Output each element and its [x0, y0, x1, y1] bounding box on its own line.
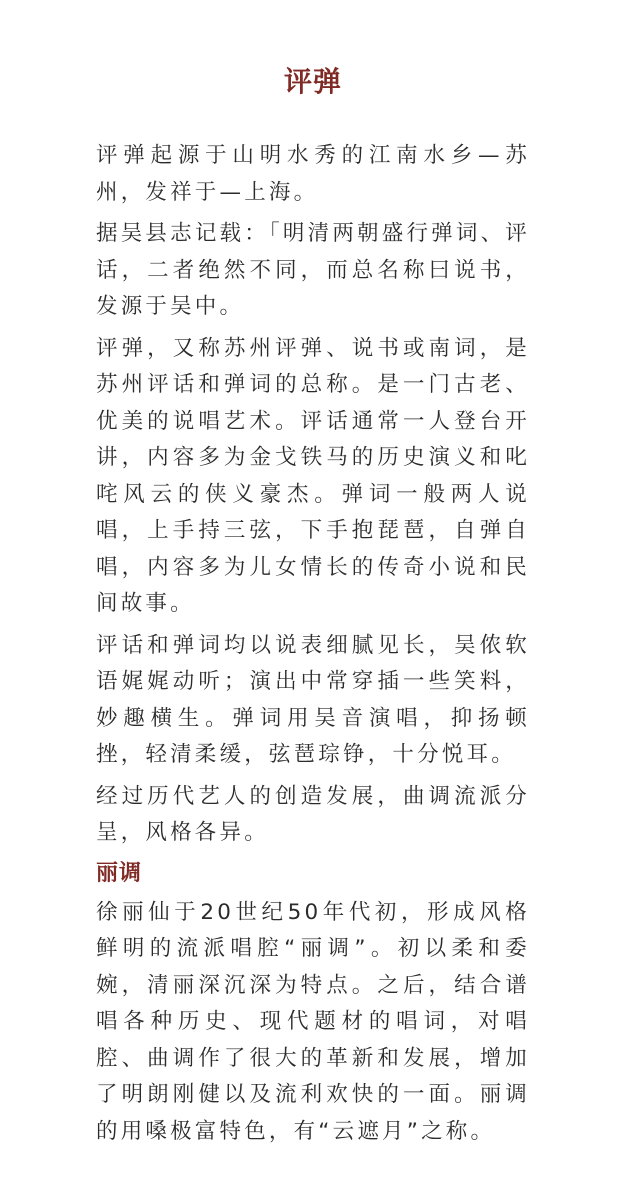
section-heading-lidiao: 丽调: [96, 860, 143, 886]
paragraph-record: 据吴县志记载：「明清两朝盛行弹词、评话，二者绝然不同，而总名称曰说书，发源于吴中。: [96, 221, 530, 319]
paragraph-origin: 评弹起源于山明水秀的江南水乡—苏州，发祥于—上海。: [96, 143, 530, 205]
paragraph-lidiao: 徐丽仙于20世纪50年代初，形成风格鲜明的流派唱腔“丽调”。初以柔和委婉，清丽深沉深为特点。之后，结合谱唱各种历史、现代题材的唱词，对唱腔、曲调作了很大的革新和发展，增加了明朗刚健以及流利欢快的一面。丽调的用嗓极富特色，有“云遮月”之称。: [96, 899, 530, 1144]
paragraph-development: 经过历代艺人的创造发展，曲调流派分呈，风格各异。: [96, 783, 530, 845]
paragraph-features: 评话和弹词均以说表细腻见长，吴侬软语娓娓动听；演出中常穿插一些笑料，妙趣横生。弹词用吴音演唱，抑扬顿挫，轻清柔缓，弦琶琮铮，十分悦耳。: [96, 632, 530, 767]
article-title: 评弹: [283, 65, 342, 98]
paragraph-definition: 评弹，又称苏州评弹、说书或南词，是苏州评话和弹词的总称。是一门古老、优美的说唱艺术。评话通常一人登台开讲，内容多为金戈铁马的历史演义和叱咤风云的侠义豪杰。弹词一般两人说唱，上手持三弦，下手抱琵琶，自弹自唱，内容多为儿女情长的传奇小说和民间故事。: [96, 335, 530, 616]
